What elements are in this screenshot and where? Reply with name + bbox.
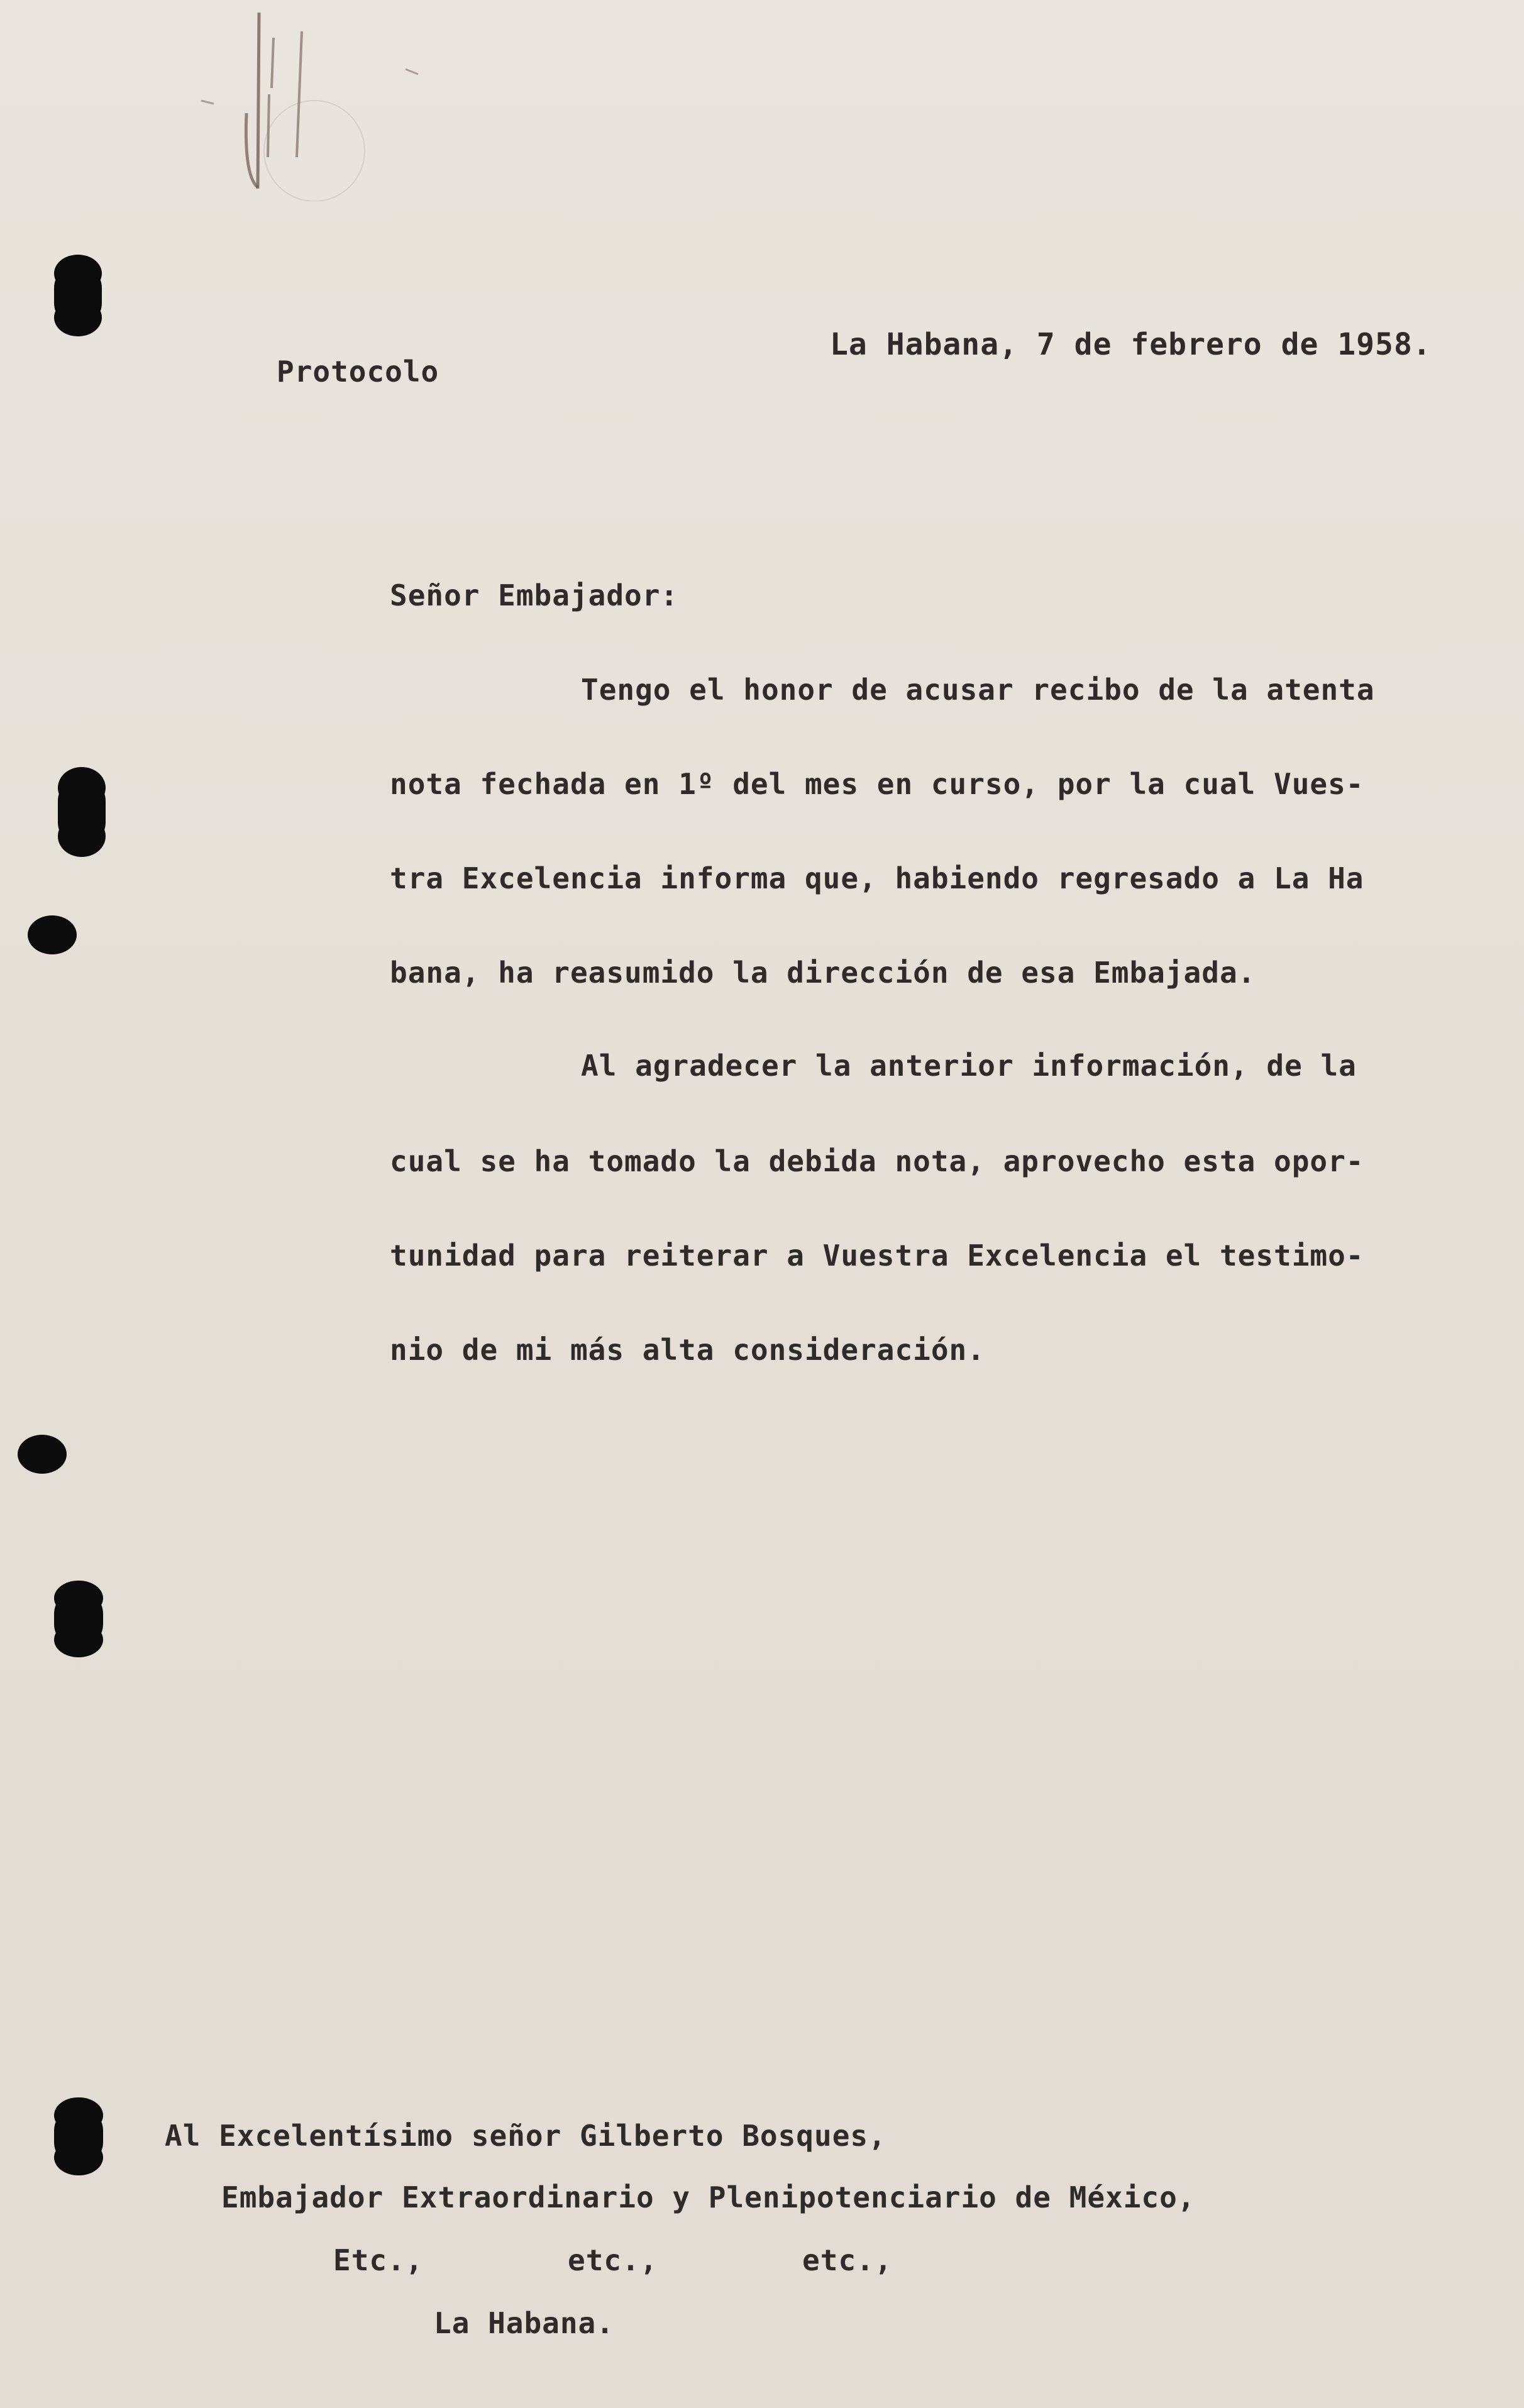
body-line: tra Excelencia informa que, habiendo regresado a La Ha bbox=[390, 861, 1364, 895]
punch-hole bbox=[54, 264, 102, 327]
address-line: Al Excelentísimo señor Gilberto Bosques, bbox=[165, 2119, 886, 2153]
pencil-marks bbox=[189, 0, 440, 201]
date-line: La Habana, 7 de febrero de 1958. bbox=[830, 327, 1432, 362]
address-line: Etc., etc., etc., bbox=[333, 2243, 893, 2277]
address-line: La Habana. bbox=[434, 2306, 614, 2340]
department-label: Protocolo bbox=[277, 355, 439, 389]
punch-hole bbox=[58, 777, 106, 846]
body-line: cual se ha tomado la debida nota, aprovecho esta opor- bbox=[390, 1144, 1364, 1178]
body-line: bana, ha reasumido la dirección de esa Embajada. bbox=[390, 956, 1256, 990]
punch-hole bbox=[54, 1589, 103, 1649]
body-line: nio de mi más alta consideración. bbox=[390, 1333, 985, 1367]
punch-hole bbox=[18, 1435, 67, 1474]
address-line: Embajador Extraordinario y Plenipotenciario de México, bbox=[221, 2180, 1196, 2214]
punch-hole bbox=[28, 915, 77, 954]
body-line: tunidad para reiterar a Vuestra Excelencia el testimo- bbox=[390, 1239, 1364, 1273]
body-line: Al agradecer la anterior información, de la bbox=[581, 1049, 1357, 1083]
body-line: nota fechada en 1º del mes en curso, por la cual Vues- bbox=[390, 767, 1364, 801]
punch-hole bbox=[54, 2106, 103, 2167]
body-line: Tengo el honor de acusar recibo de la atenta bbox=[581, 673, 1375, 707]
salutation: Señor Embajador: bbox=[390, 578, 679, 612]
